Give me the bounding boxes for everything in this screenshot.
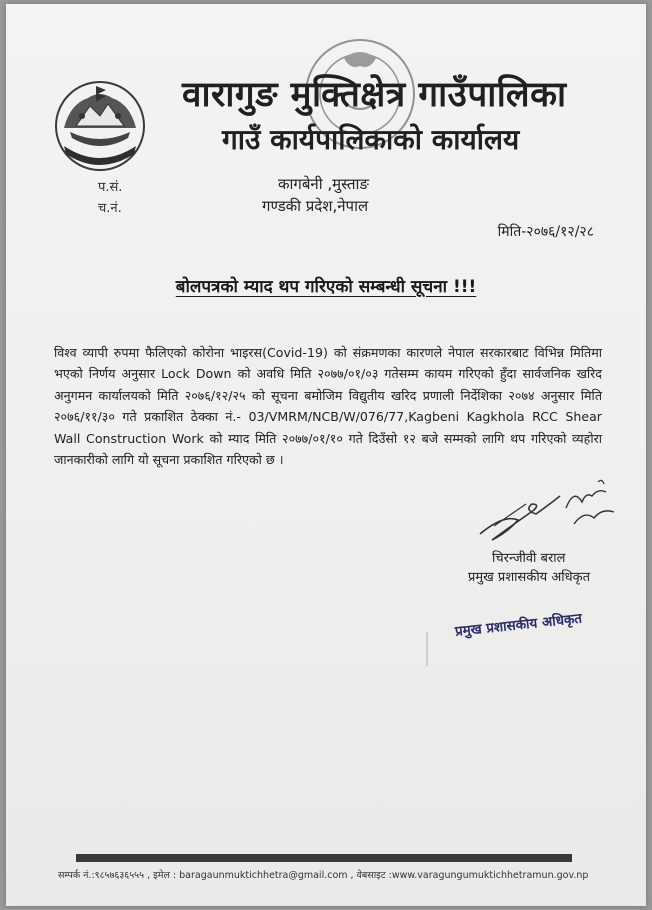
notice-date: मिति-२०७६/१२/२८ bbox=[497, 224, 594, 240]
address-line-1: कागबेनी ,मुस्ताङ bbox=[278, 175, 369, 193]
office-name: वारागुङ मुक्तिक्षेत्र गाउँपालिका bbox=[182, 75, 567, 115]
address-line-2: गण्डकी प्रदेश,नेपाल bbox=[262, 197, 369, 215]
notice-document bbox=[6, 4, 646, 906]
designation-stamp: प्रमुख प्रशासकीय अधिकृत bbox=[454, 610, 583, 640]
signatory-name: चिरन्जीवी बराल bbox=[492, 551, 566, 566]
dispatch-number-label: च.नं. bbox=[98, 201, 122, 216]
notice-heading: बोलपत्रको म्याद थप गरिएको सम्बन्धी सूचना !!! bbox=[175, 277, 477, 297]
handwritten-signature bbox=[474, 474, 624, 554]
nepal-emblem-icon bbox=[50, 76, 150, 172]
crease-mark bbox=[426, 632, 428, 666]
footer-divider bbox=[76, 854, 572, 862]
office-subtitle: गाउँ कार्यपालिकाको कार्यालय bbox=[222, 123, 520, 156]
signatory-title: प्रमुख प्रशासकीय अधिकृत bbox=[468, 570, 591, 585]
notice-body: विश्व व्यापी रुपमा फैलिएको कोरोना भाइरस(Covid-19) को संक्रमणका कारणले नेपाल सरकारबाट विभिन्न मितिमा भएको निर्णय अनुसार Lock Down को अवधि मिति २०७७/०१/०३ गतेसम्म कायम गरिएको हुँदा सार्वजनिक खरिद अनुगमन कार्यालयको मिति २०७६/१२/२५ को सूचना बमोजिम विद्युतीय खरिद प्रणाली निर्देशिका २०७४ अनुसार मिति २०७६/११/३० गते प्रकाशित ठेक्का नं.- 03/VMRM/NCB/W/076/77,Kagbeni Kagkhola RCC Shear Wall Construction Work को म्याद मिति २०७७/०१/१० गते दिउँसो १२ बजे सम्मको लागि थप गरिएको व्यहोरा जानकारीको लागि यो सूचना प्रकाशित गरिएको छ । bbox=[54, 345, 602, 468]
footer-contact: सम्पर्क नं.:९८५७६३६५५५ , इमेल : baragaunmuktichhetra@gmail.com , वेबसाइट :www.varagungumuktichhetramun.gov.np bbox=[58, 870, 589, 881]
ref-number-label: प.सं. bbox=[98, 180, 123, 195]
